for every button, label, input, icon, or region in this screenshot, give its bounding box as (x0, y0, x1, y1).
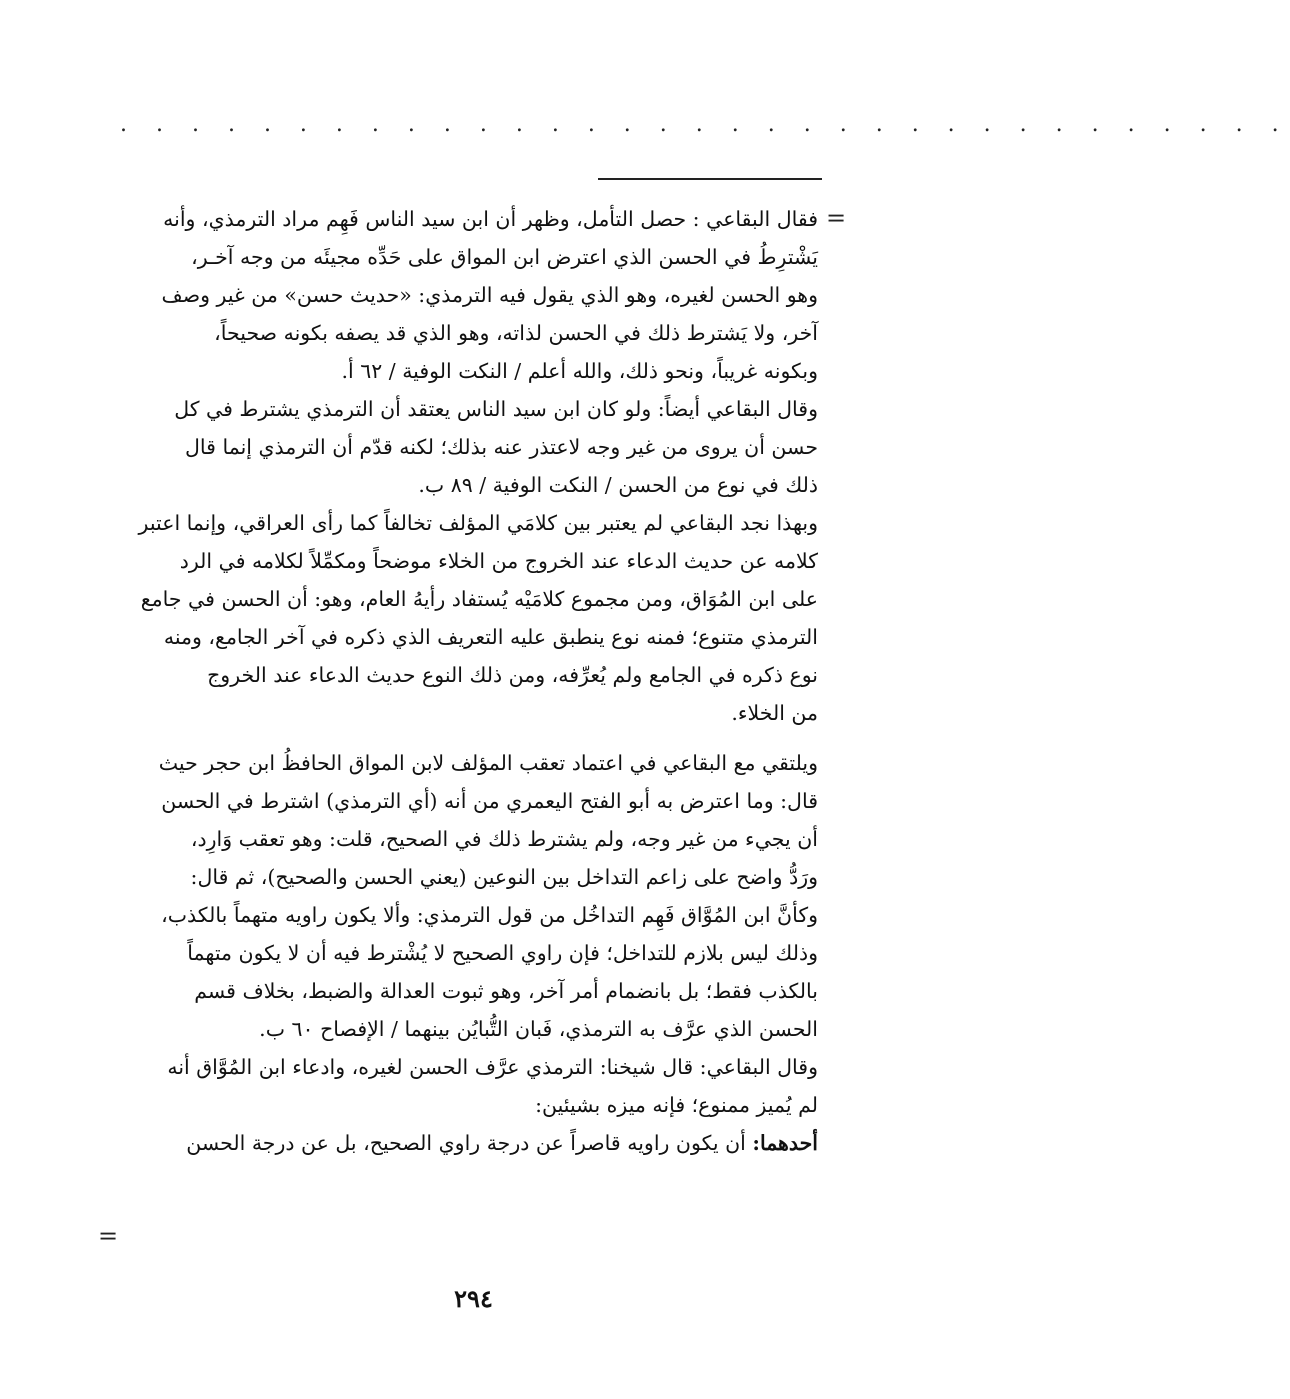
text-line: حسن أن يروى من غير وجه لاعتذر عنه بذلك؛ لكنه قدّم أن الترمذي إنما قال (185, 435, 818, 459)
text-line: ويلتقي مع البقاعي في اعتماد تعقب المؤلف لابن المواق الحافظُ ابن حجر حيث (158, 751, 818, 775)
continuation-mark-top: = (826, 204, 847, 232)
text-line: وكأنَّ ابن المُوَّاق فَهِم التداخُل من قول الترمذي: وألا يكون راويه متهماً بالكذب، (161, 903, 818, 927)
paragraph-3 (118, 504, 818, 732)
text-line: نوع ذكره في الجامع ولم يُعرِّفه، ومن ذلك النوع حديث الدعاء عند الخروج (207, 663, 818, 687)
footnote-text (118, 200, 818, 1162)
text-line: الترمذي متنوع؛ فمنه نوع ينطبق عليه التعريف الذي ذكره في آخر الجامع، ومنه (163, 625, 818, 649)
text-line: قال: وما اعترض به أبو الفتح اليعمري من أنه (أي الترمذي) اشترط في الحسن (161, 789, 818, 813)
text-line: وقال البقاعي: قال شيخنا: الترمذي عرَّف الحسن لغيره، وادعاء ابن المُوَّاق أنه (167, 1055, 818, 1079)
text-line: ذلك في نوع من الحسن / النكت الوفية / ٨٩ ب. (418, 473, 818, 497)
text-line: فقال البقاعي : حصل التأمل، وظهر أن ابن سيد الناس فَهِم مراد الترمذي، وأنه (163, 207, 818, 231)
paragraph-4 (118, 744, 818, 1048)
last-line-text: أن يكون راويه قاصراً عن درجة راوي الصحيح، بل عن درجة الحسن (186, 1131, 753, 1155)
text-line: وبهذا نجد البقاعي لم يعتبر بين كلامَي المؤلف تخالفاً كما رأى العراقي، وإنما اعتبر (138, 511, 818, 535)
text-line: بالكذب فقط؛ بل بانضمام أمر آخر، وهو ثبوت العدالة والضبط، بخلاف قسم (194, 979, 818, 1003)
text-line: على ابن المُوَاق، ومن مجموع كلامَيْه يُستفاد رأيهُ العام، وهو: أن الحسن في جامع (140, 587, 818, 611)
text-line: وقال البقاعي أيضاً: ولو كان ابن سيد الناس يعتقد أن الترمذي يشترط في كل (174, 397, 818, 421)
text-line-last (118, 1124, 818, 1162)
paragraph-5 (118, 1048, 818, 1124)
text-line: ورَدُّ واضح على زاعم التداخل بين النوعين (يعني الحسن والصحيح)، ثم قال: (190, 865, 818, 889)
text-line: يَشْترِطُ في الحسن الذي اعترض ابن المواق على حَدِّه مجيئَه من وجه آخـر، (191, 245, 818, 269)
paragraph-2 (118, 390, 818, 504)
text-line: وبكونه غريباً، ونحو ذلك، والله أعلم / النكت الوفية / ٦٢ أ. (341, 359, 818, 383)
text-line: وذلك ليس بلازم للتداخل؛ فإن راوي الصحيح لا يُشْترط فيه أن لا يكون متهماً (187, 941, 818, 965)
text-line: كلامه عن حديث الدعاء عند الخروج من الخلاء موضحاً ومكمِّلاً لكلامه في الرد (179, 549, 818, 573)
text-line: أن يجيء من غير وجه، ولم يشترط ذلك في الصحيح، قلت: وهو تعقب وَارِد، (190, 827, 818, 851)
footnote-rule (598, 178, 822, 180)
header-dotted-separator: . . . . . . . . . . . . . . . . . . . . . . . . . . . . . . . . . (120, 112, 1290, 137)
paragraph-gap (118, 732, 818, 744)
text-line: آخر، ولا يَشترط ذلك في الحسن لذاته، وهو الذي قد يصفه بكونه صحيحاً، (214, 321, 818, 345)
page-number: ٢٩٤ (454, 1284, 493, 1313)
continuation-mark-bottom: = (98, 1222, 119, 1250)
text-line: لم يُميز ممنوع؛ فإنه ميزه بشيئين: (535, 1093, 818, 1117)
text-line: الحسن الذي عرَّف به الترمذي، فَبان التُّبايُن بينهما / الإفصاح ٦٠ ب. (259, 1017, 818, 1041)
text-line: من الخلاء. (731, 701, 818, 725)
label-ahaduhuma: أحدهما: (752, 1131, 818, 1155)
text-line: وهو الحسن لغيره، وهو الذي يقول فيه الترمذي: «حديث حسن» من غير وصف (161, 283, 818, 307)
paragraph-6 (118, 1124, 818, 1162)
paragraph-1 (118, 200, 818, 390)
